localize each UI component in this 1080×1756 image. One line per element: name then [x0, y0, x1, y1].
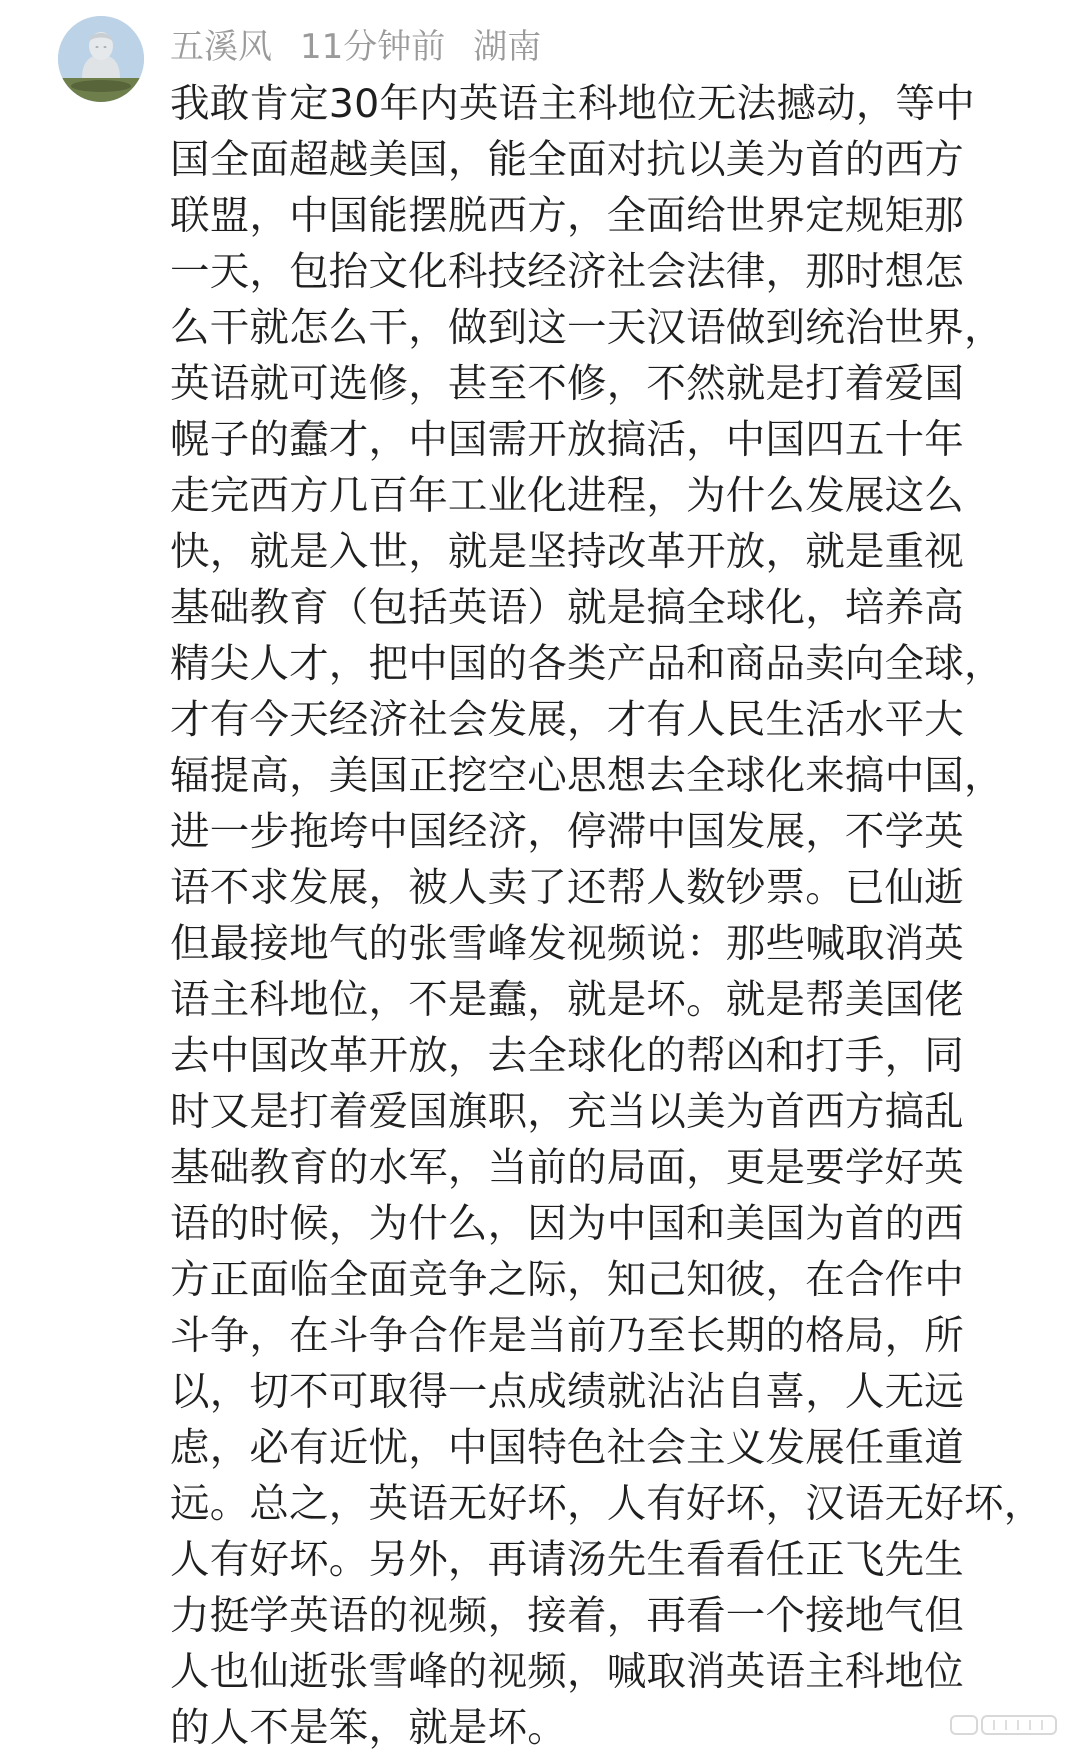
comment-line: 虑，必有近忧，中国特色社会主义发展任重道 — [170, 1425, 964, 1471]
comment-line: 但最接地气的张雪峰发视频说：那些喊取消英 — [170, 921, 964, 967]
comment-line: 走完西方几百年工业化进程，为什么发展这么 — [170, 473, 964, 519]
comment-line: 方正面临全面竞争之际，知己知彼，在合作中 — [170, 1257, 964, 1303]
comment-line: 才有今天经济社会发展，才有人民生活水平大 — [170, 697, 964, 743]
comment-line: 辐提高，美国正挖空心思想去全球化来搞中国， — [170, 753, 1004, 799]
comment-line: 进一步拖垮中国经济，停滞中国发展，不学英 — [170, 809, 964, 855]
comment-line: 斗争，在斗争合作是当前乃至长期的格局，所 — [170, 1313, 964, 1359]
comment-line: 远。总之，英语无好坏，人有好坏，汉语无好坏， — [170, 1481, 1044, 1527]
statue-portrait-avatar — [58, 16, 144, 102]
comment-line: 人有好坏。另外，再请汤先生看看任正飞先生 — [170, 1537, 964, 1583]
comment-line: 时又是打着爱国旗职，充当以美为首西方搞乱 — [170, 1089, 964, 1135]
comment-line: 联盟，中国能摆脱西方，全面给世界定规矩那 — [170, 193, 964, 239]
comment-line: 基础教育的水军，当前的局面，更是要学好英 — [170, 1145, 964, 1191]
comment-line: 基础教育（包括英语）就是搞全球化，培养高 — [170, 585, 964, 631]
location: 湖南 — [473, 26, 542, 67]
timestamp: 11分钟前 — [300, 26, 446, 67]
comment-line: 精尖人才，把中国的各类产品和商品卖向全球， — [170, 641, 1004, 687]
comment-line: 语的时候，为什么，因为中国和美国为首的西 — [170, 1201, 964, 1247]
comment-line: 去中国改革开放，去全球化的帮凶和打手，同 — [170, 1033, 964, 1079]
comment-line: 以，切不可取得一点成绩就沾沾自喜，人无远 — [170, 1369, 964, 1415]
comment-line: 一天，包抬文化科技经济社会法律，那时想怎 — [170, 249, 964, 295]
comment-line: 快，就是入世，就是坚持改革开放，就是重视 — [170, 529, 964, 575]
comment-line: 人也仙逝张雪峰的视频，喊取消英语主科地位 — [170, 1649, 964, 1695]
comment-meta — [170, 18, 541, 68]
comment-body — [170, 76, 1050, 1756]
comment-line: 的人不是笨，就是坏。 — [170, 1705, 567, 1751]
avatar[interactable] — [58, 16, 144, 102]
comment-line: 我敢肯定30年内英语主科地位无法撼动，等中 — [170, 81, 975, 127]
username[interactable]: 五溪风 — [170, 26, 272, 67]
comment-line: 语不求发展，被人卖了还帮人数钞票。已仙逝 — [170, 865, 964, 911]
comment-line: 国全面超越美国，能全面对抗以美为首的西方 — [170, 137, 964, 183]
comment-line: 语主科地位，不是蠢，就是坏。就是帮美国佬 — [170, 977, 964, 1023]
comment-line: 幌子的蠢才，中国需开放搞活，中国四五十年 — [170, 417, 964, 463]
comment-line: 英语就可选修，甚至不修，不然就是打着爱国 — [170, 361, 964, 407]
watermark-logo-icon — [950, 1712, 1060, 1738]
comment-line: 么干就怎么干，做到这一天汉语做到统治世界， — [170, 305, 1004, 351]
comment-line: 力挺学英语的视频，接着，再看一个接地气但 — [170, 1593, 964, 1639]
